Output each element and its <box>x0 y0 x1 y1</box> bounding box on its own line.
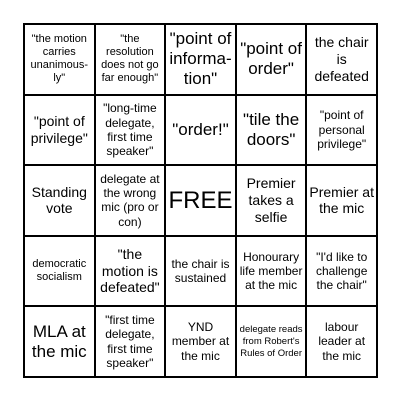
bingo-cell[interactable]: "point of informa-tion" <box>165 24 236 95</box>
bingo-cell[interactable]: "the motion is defeated" <box>95 236 166 307</box>
bingo-cell[interactable]: labour leader at the mic <box>306 306 377 377</box>
bingo-cell[interactable]: "point of personal privilege" <box>306 95 377 166</box>
bingo-cell[interactable]: Premier at the mic <box>306 165 377 236</box>
bingo-free-space[interactable]: FREE <box>165 165 236 236</box>
bingo-cell[interactable]: "the resolution does not go far enough" <box>95 24 166 95</box>
bingo-board <box>23 23 378 378</box>
bingo-cell[interactable]: delegate at the wrong mic (pro or con) <box>95 165 166 236</box>
bingo-cell[interactable]: Honourary life member at the mic <box>236 236 307 307</box>
bingo-cell[interactable]: "long-time delegate, first time speaker" <box>95 95 166 166</box>
bingo-cell[interactable]: delegate reads from Robert's Rules of Order <box>236 306 307 377</box>
bingo-cell[interactable]: "point of order" <box>236 24 307 95</box>
bingo-cell[interactable]: "I'd like to challenge the chair" <box>306 236 377 307</box>
bingo-cell[interactable]: "the motion carries unanimous-ly" <box>24 24 95 95</box>
bingo-cell[interactable]: YND member at the mic <box>165 306 236 377</box>
bingo-cell[interactable]: Standing vote <box>24 165 95 236</box>
bingo-cell[interactable]: "first time delegate, first time speaker" <box>95 306 166 377</box>
bingo-cell[interactable]: "order!" <box>165 95 236 166</box>
bingo-cell[interactable]: MLA at the mic <box>24 306 95 377</box>
bingo-cell[interactable]: the chair is sustained <box>165 236 236 307</box>
bingo-cell[interactable]: "tile the doors" <box>236 95 307 166</box>
bingo-cell[interactable]: Premier takes a selfie <box>236 165 307 236</box>
bingo-cell[interactable]: the chair is defeated <box>306 24 377 95</box>
bingo-cell[interactable]: "point of privilege" <box>24 95 95 166</box>
bingo-cell[interactable]: democratic socialism <box>24 236 95 307</box>
